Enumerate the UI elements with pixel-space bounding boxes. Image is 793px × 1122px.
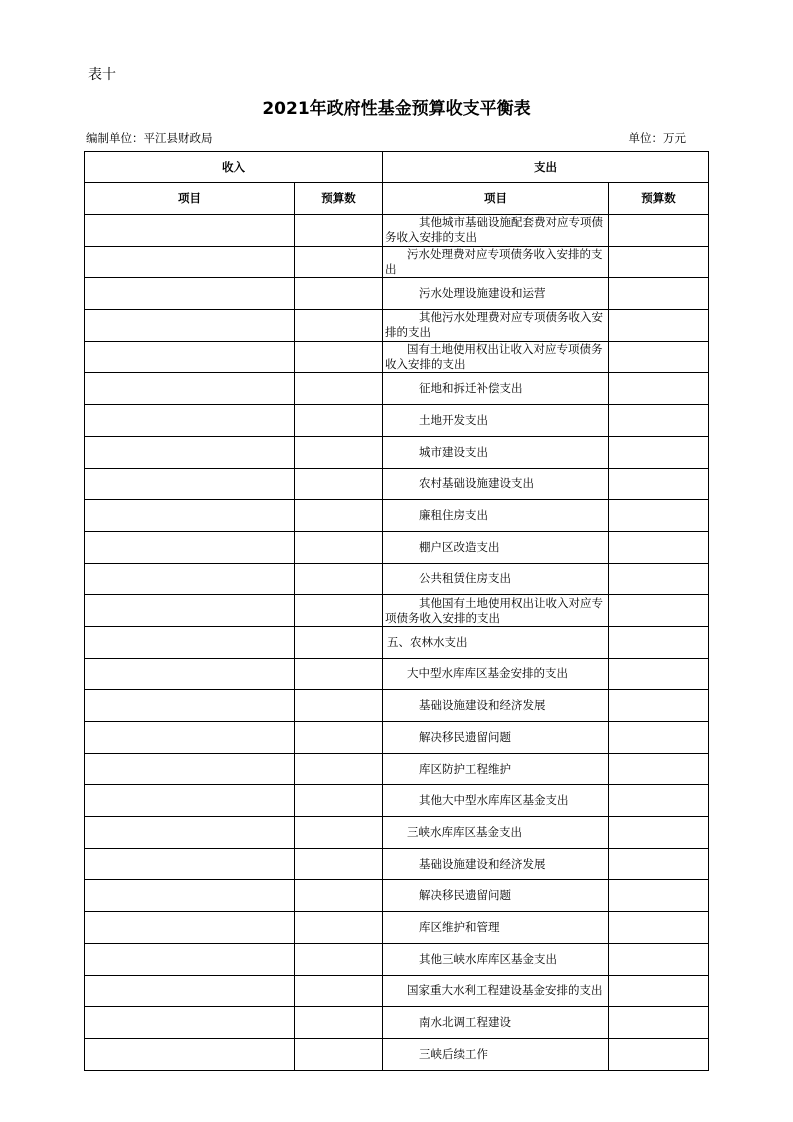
table-row [85,341,709,373]
income-budget-cell [295,215,383,247]
income-item-cell [85,658,295,690]
expense-budget-cell [609,341,709,373]
income-header: 收入 [85,152,383,183]
table-row [85,246,709,278]
income-item-cell [85,310,295,342]
income-budget-cell [295,785,383,817]
expense-budget-cell [609,722,709,754]
expense-item-label: 南水北调工程建设 [419,1015,511,1030]
expense-item-cell [383,626,609,658]
table-row [85,753,709,785]
income-budget-cell [295,595,383,627]
income-budget-cell [295,975,383,1007]
table-row [85,626,709,658]
table-row [85,975,709,1007]
expense-item-label: 棚户区改造支出 [419,539,500,554]
expense-item-label: 大中型水库库区基金安排的支出 [407,666,568,681]
expense-budget-cell [609,246,709,278]
table-row [85,658,709,690]
expense-item-cell [383,310,609,342]
expense-budget-cell [609,1038,709,1070]
table-row [85,405,709,437]
expense-item-cell [383,595,609,627]
expense-item-label: 城市建设支出 [419,444,488,459]
expense-item-label: 基础设施建设和经济发展 [419,698,546,713]
expense-budget-cell [609,468,709,500]
expense-budget-cell [609,848,709,880]
income-item-cell [85,1007,295,1039]
income-item-cell [85,373,295,405]
column-header-row [85,183,709,215]
expense-item-label: 农村基础设施建设支出 [419,476,534,491]
income-budget-cell [295,341,383,373]
expense-item-label: 公共租赁住房支出 [419,571,511,586]
expense-item-cell [383,1038,609,1070]
table-row [85,436,709,468]
income-budget-cell [295,1007,383,1039]
expense-item-cell [383,753,609,785]
expense-budget-cell [609,817,709,849]
income-item-cell [85,1038,295,1070]
page-title: 2021年政府性基金预算收支平衡表 [262,99,531,119]
table-row [85,817,709,849]
income-item-cell [85,753,295,785]
expense-budget-cell [609,595,709,627]
income-item-cell [85,848,295,880]
expense-item-cell [383,817,609,849]
table-row [85,215,709,247]
table-row [85,722,709,754]
expense-item-label: 三峡水库库区基金支出 [407,824,522,839]
section-header-row [85,152,709,183]
expense-budget-cell [609,1007,709,1039]
income-budget-cell [295,405,383,437]
expense-item-label: 国家重大水利工程建设基金安排的支出 [407,983,603,998]
expense-item-cell [383,278,609,310]
table-row [85,563,709,595]
expense-budget-cell [609,405,709,437]
expense-item-label: 廉租住房支出 [419,508,488,523]
expense-item-label: 征地和拆迁补偿支出 [419,381,523,396]
income-item-cell [85,563,295,595]
table-row [85,1038,709,1070]
expense-item-label: 库区防护工程维护 [419,761,511,776]
balance-table [84,151,709,1071]
expense-budget-cell [609,310,709,342]
expense-item-cell [383,658,609,690]
expense-item-label: 国有土地使用权出让收入对应专项债务收入安排的支出 [385,342,603,372]
expense-item-label: 五、农林水支出 [387,634,468,649]
income-item-cell [85,531,295,563]
expense-item-cell [383,563,609,595]
income-item-cell [85,278,295,310]
currency-unit: 单位：万元 [628,131,686,145]
expense-budget-cell [609,373,709,405]
income-item-cell [85,468,295,500]
income-budget-cell [295,246,383,278]
income-item-cell [85,215,295,247]
expense-budget-header: 预算数 [609,183,709,215]
expense-item-label: 基础设施建设和经济发展 [419,856,546,871]
table-number: 表十 [88,67,116,83]
income-budget-cell [295,848,383,880]
income-budget-cell [295,278,383,310]
expense-item-cell [383,880,609,912]
income-budget-cell [295,912,383,944]
income-budget-cell [295,658,383,690]
expense-item-label: 土地开发支出 [419,412,488,427]
expense-item-label: 污水处理设施建设和运营 [419,286,546,301]
expense-item-cell [383,943,609,975]
expense-item-label: 解决移民遗留问题 [419,888,511,903]
table-row [85,912,709,944]
table-row [85,310,709,342]
table-row [85,690,709,722]
expense-item-cell [383,405,609,437]
income-budget-cell [295,373,383,405]
expense-budget-cell [609,436,709,468]
income-budget-cell [295,436,383,468]
expense-item-label: 其他污水处理费对应专项债务收入安排的支出 [385,310,603,340]
income-item-cell [85,690,295,722]
income-item-cell [85,405,295,437]
income-budget-cell [295,1038,383,1070]
expense-item-label: 其他国有土地使用权出让收入对应专项债务收入安排的支出 [385,595,603,625]
expense-item-label: 解决移民遗留问题 [419,729,511,744]
table-row [85,848,709,880]
expense-budget-cell [609,531,709,563]
expense-budget-cell [609,278,709,310]
table-row [85,373,709,405]
income-item-cell [85,246,295,278]
expense-budget-cell [609,215,709,247]
income-budget-cell [295,880,383,912]
expense-item-cell [383,912,609,944]
income-item-cell [85,880,295,912]
expense-item-cell [383,1007,609,1039]
compiling-unit: 编制单位：平江县财政局 [86,131,213,145]
income-budget-cell [295,310,383,342]
income-item-cell [85,595,295,627]
table-row [85,785,709,817]
expense-item-cell [383,975,609,1007]
expense-item-cell [383,246,609,278]
table-row [85,500,709,532]
table-row [85,468,709,500]
expense-header: 支出 [383,152,709,183]
income-item-cell [85,722,295,754]
income-item-cell [85,912,295,944]
income-item-cell [85,975,295,1007]
expense-item-cell [383,500,609,532]
income-item-cell [85,626,295,658]
expense-item-cell [383,785,609,817]
income-budget-cell [295,531,383,563]
expense-item-header: 项目 [383,183,609,215]
table-row [85,595,709,627]
expense-item-cell [383,436,609,468]
expense-item-cell [383,848,609,880]
income-budget-cell [295,563,383,595]
expense-item-label: 其他城市基础设施配套费对应专项债务收入安排的支出 [385,215,603,245]
income-item-cell [85,341,295,373]
table-row [85,943,709,975]
income-budget-cell [295,626,383,658]
income-item-cell [85,500,295,532]
table-row [85,880,709,912]
expense-item-cell [383,690,609,722]
expense-budget-cell [609,658,709,690]
expense-budget-cell [609,753,709,785]
income-budget-cell [295,690,383,722]
table-row [85,531,709,563]
expense-budget-cell [609,912,709,944]
expense-budget-cell [609,563,709,595]
expense-budget-cell [609,785,709,817]
table-row [85,278,709,310]
income-budget-cell [295,753,383,785]
expense-item-cell [383,531,609,563]
expense-budget-cell [609,880,709,912]
expense-budget-cell [609,943,709,975]
expense-item-cell [383,373,609,405]
expense-budget-cell [609,690,709,722]
income-item-cell [85,785,295,817]
expense-item-label: 其他三峡水库库区基金支出 [419,951,557,966]
expense-item-label: 三峡后续工作 [419,1046,488,1061]
expense-item-cell [383,341,609,373]
expense-item-label: 污水处理费对应专项债务收入安排的支出 [385,247,603,277]
expense-budget-cell [609,500,709,532]
income-budget-cell [295,722,383,754]
income-item-cell [85,436,295,468]
income-budget-cell [295,943,383,975]
income-budget-header: 预算数 [295,183,383,215]
table-row [85,1007,709,1039]
expense-item-label: 库区维护和管理 [419,919,500,934]
income-budget-cell [295,500,383,532]
expense-item-cell [383,468,609,500]
expense-budget-cell [609,626,709,658]
expense-budget-cell [609,975,709,1007]
income-item-cell [85,817,295,849]
income-budget-cell [295,468,383,500]
income-item-header: 项目 [85,183,295,215]
income-budget-cell [295,817,383,849]
expense-item-cell [383,215,609,247]
expense-item-cell [383,722,609,754]
expense-item-label: 其他大中型水库库区基金支出 [419,793,569,808]
income-item-cell [85,943,295,975]
